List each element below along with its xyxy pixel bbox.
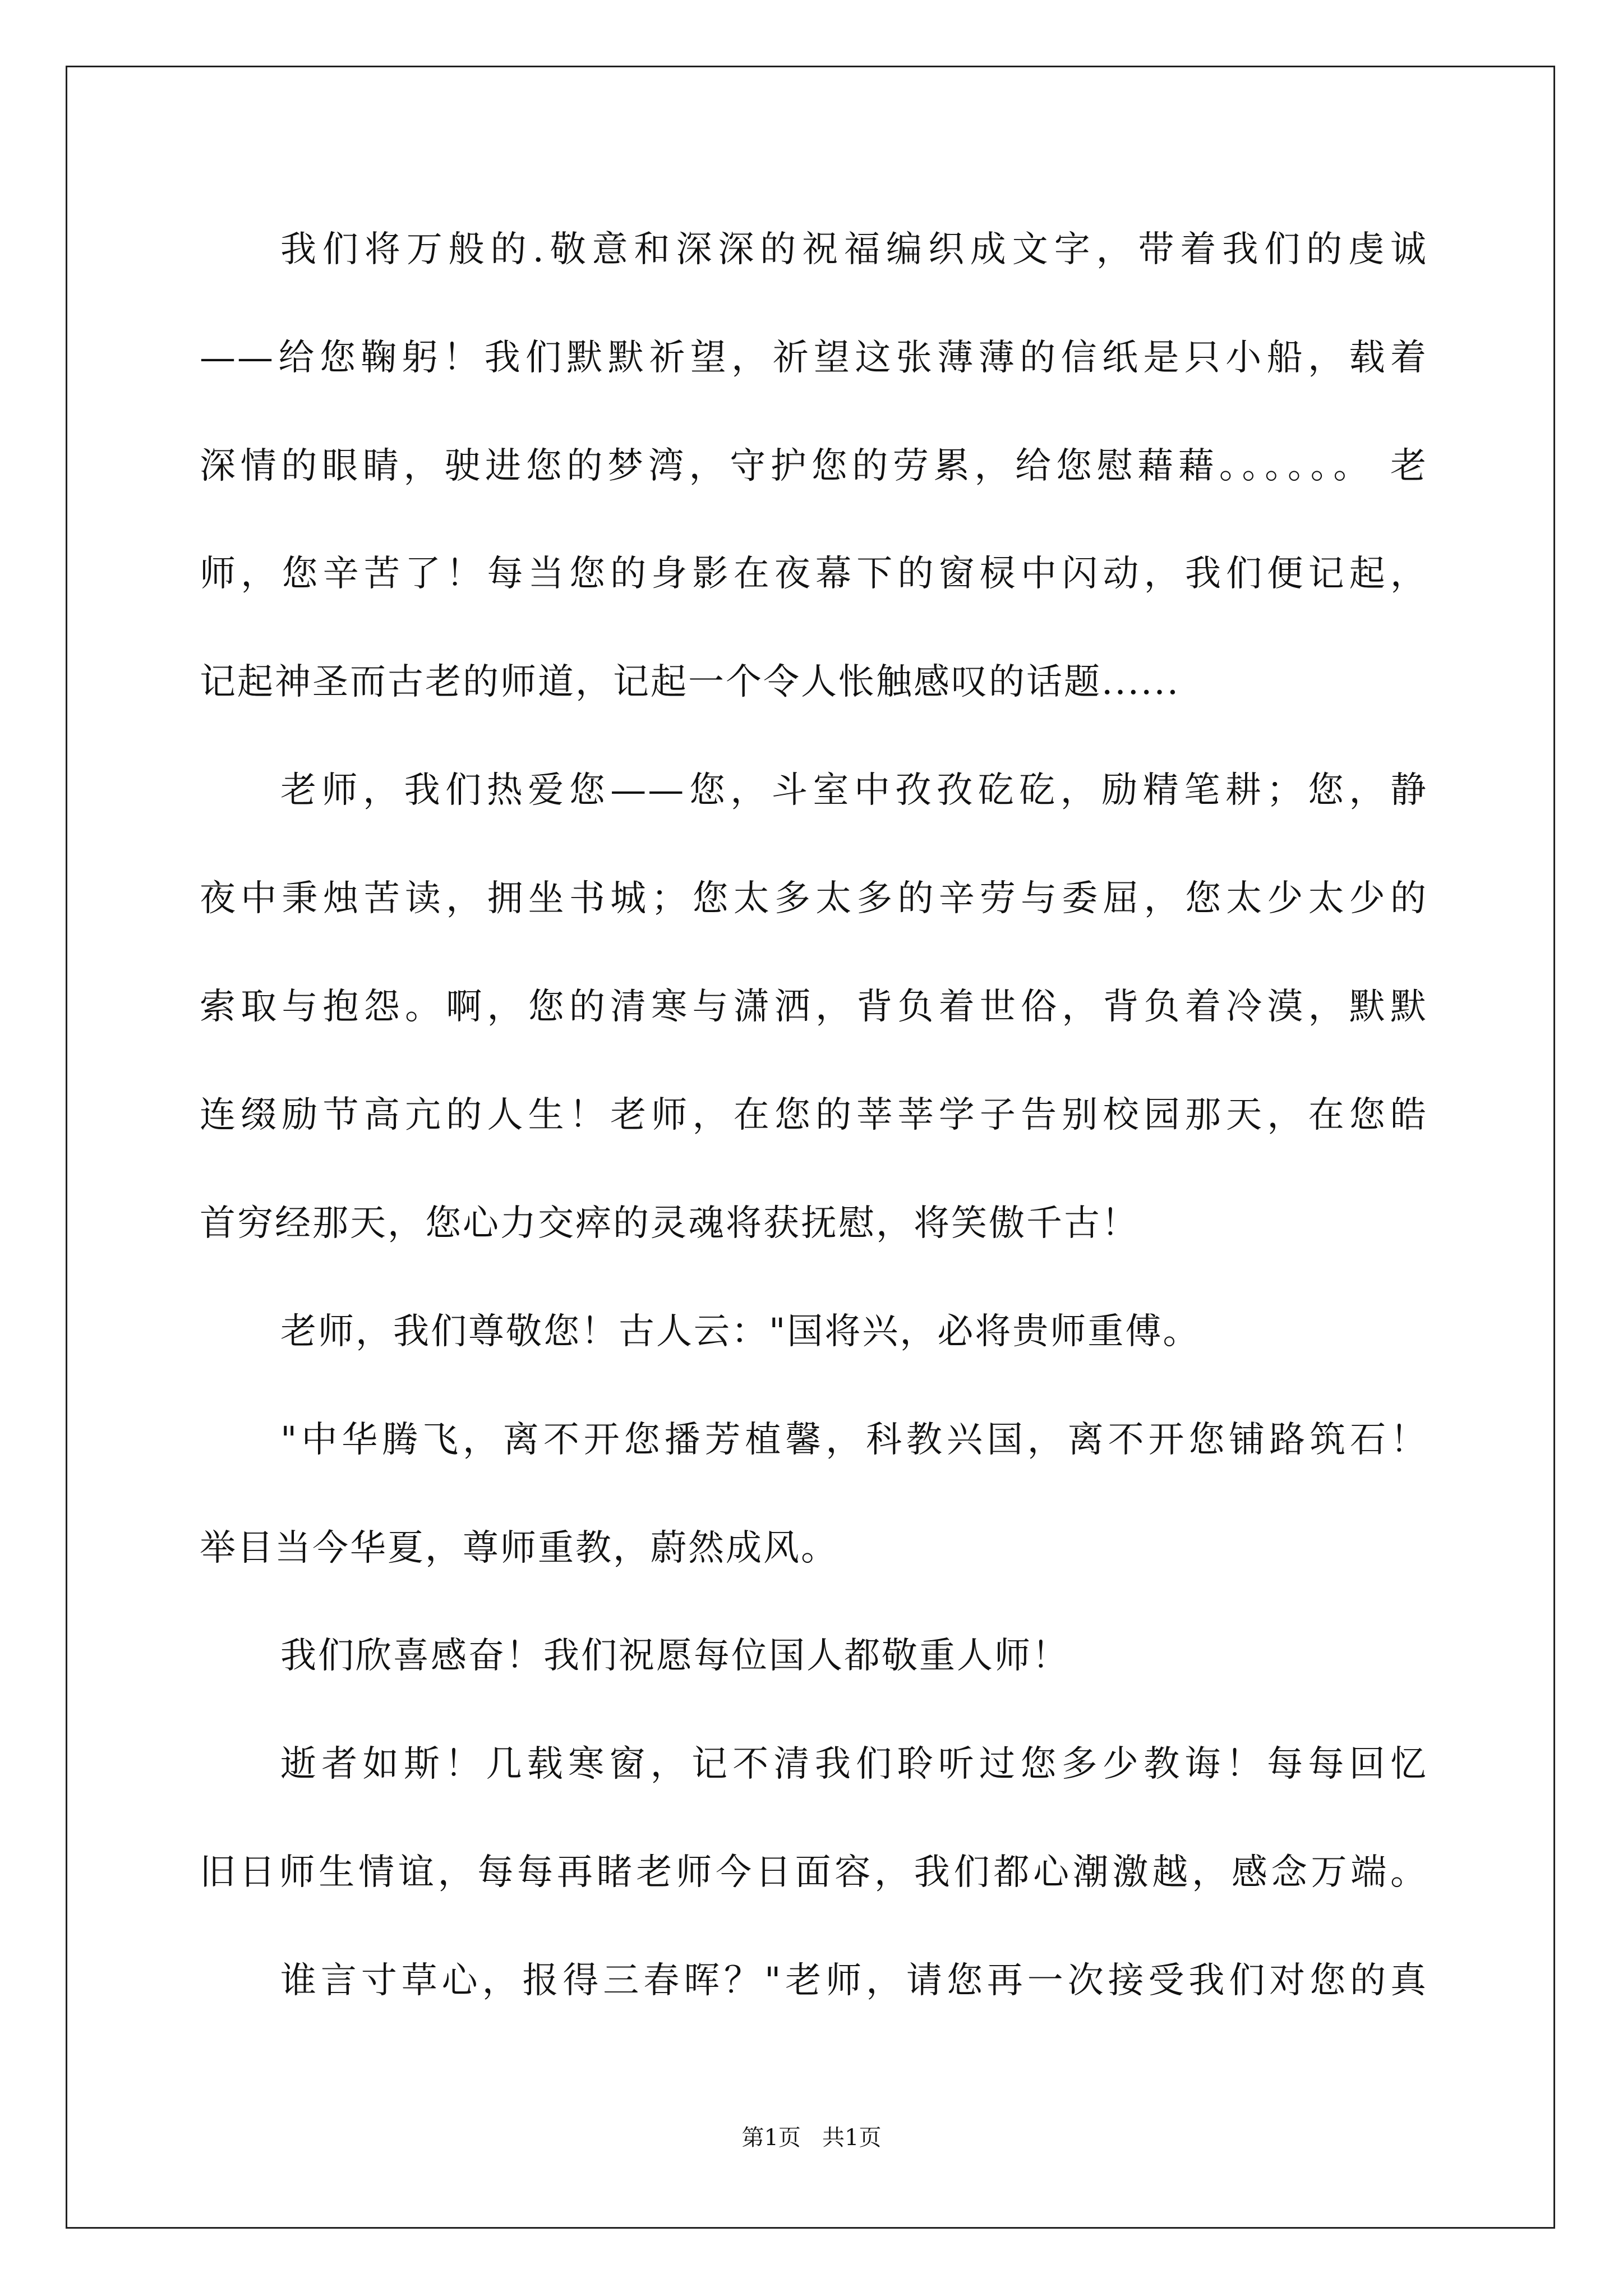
text-line: 夜中秉烛苦读，拥坐书城；您太多太多的辛劳与委屈，您太少太少的: [200, 878, 1428, 919]
page-number-footer: 第1页 共1页: [741, 2125, 882, 2151]
text-line: 连缀励节高亢的人生！老师，在您的莘莘学子告别校园那天，在您皓: [200, 1094, 1428, 1136]
text-line: 举目当今华夏，尊师重教，蔚然成风。: [200, 1527, 838, 1569]
text-line: 老师，我们热爱您——您，斗室中孜孜矻矻，励精笔耕；您，静: [280, 770, 1428, 811]
text-line: "中华腾飞，离不开您播芳植馨，科教兴国，离不开您铺路筑石！: [280, 1419, 1428, 1461]
text-line: 谁言寸草心，报得三春晖？"老师，请您再一次接受我们对您的真: [280, 1960, 1428, 2001]
text-line: 首穷经那天，您心力交瘁的灵魂将获抚慰，将笑傲千古！: [200, 1203, 1139, 1244]
text-line: 我们将万般的.敬意和深深的祝福编织成文字，带着我们的虔诚: [280, 229, 1428, 270]
page-border: [66, 66, 1555, 2229]
text-line: 我们欣喜感奋！我们祝愿每位国人都敬重人师！: [280, 1635, 1069, 1677]
text-line: 逝者如斯！几载寒窗，记不清我们聆听过您多少教诲！每每回忆: [280, 1743, 1428, 1785]
text-line: 深情的眼睛，驶进您的梦湾，守护您的劳累，给您慰藉藉。。。。。。 老: [200, 445, 1428, 487]
text-line: 师，您辛苦了！每当您的身影在夜幕下的窗棂中闪动，我们便记起，: [200, 553, 1428, 595]
text-line: 索取与抱怨。啊，您的清寒与潇洒，背负着世俗，背负着冷漠，默默: [200, 986, 1428, 1028]
text-line: 记起神圣而古老的师道，记起一个令人怅触感叹的话题......: [200, 661, 1181, 703]
text-line: 旧日师生情谊，每每再睹老师今日面容，我们都心潮激越，感念万端。: [200, 1852, 1428, 1893]
text-line: ——给您鞠躬！我们默默祈望，祈望这张薄薄的信纸是只小船，载着: [200, 337, 1428, 379]
text-line: 老师，我们尊敬您！古人云："国将兴，必将贵师重傅。: [280, 1311, 1201, 1352]
